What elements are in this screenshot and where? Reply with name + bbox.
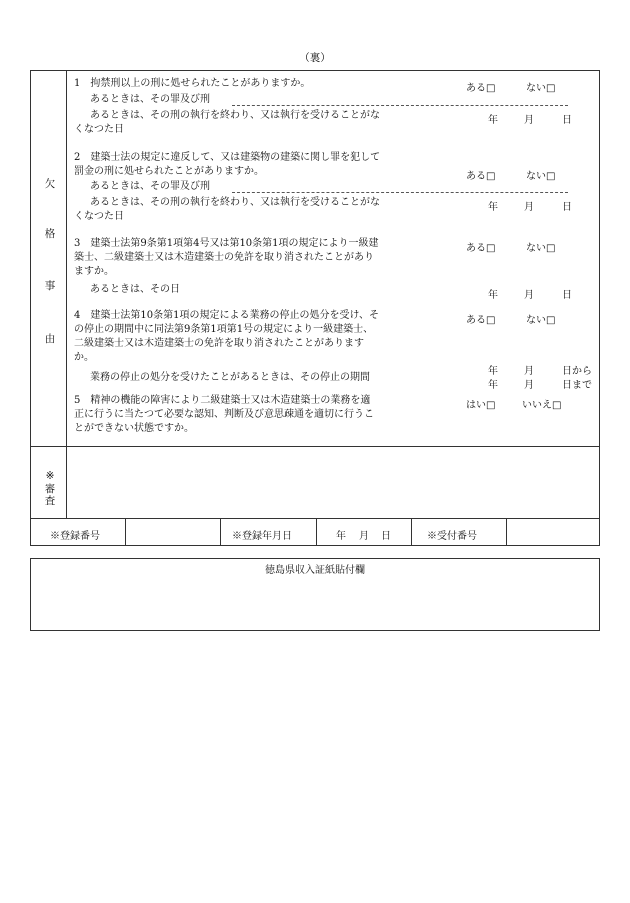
q1-date-day: 日 (562, 115, 572, 126)
q4-to-month: 月 (524, 380, 534, 391)
q3-date-month: 月 (524, 290, 534, 301)
section-label-char: 格 (44, 228, 56, 240)
registration-date-month: 月 (359, 531, 369, 542)
section-label-char: 事 (44, 280, 56, 292)
q5-no-option[interactable]: いいえ□ (522, 400, 562, 411)
question-3-line: 築士、二級建築士又は木造建築士の免許を取り消されたことがあり (74, 252, 374, 263)
registration-divider (125, 518, 126, 546)
question-3-line: ますか。 (74, 266, 114, 277)
q1-no-option[interactable]: ない□ (526, 83, 556, 94)
q4-from-year: 年 (488, 366, 498, 377)
q2-date-month: 月 (524, 202, 534, 213)
revenue-stamp-title: 徳島県収入証紙貼付欄 (265, 565, 365, 576)
q3-date-day: 日 (562, 290, 572, 301)
section-divider (66, 70, 67, 518)
registration-number-field[interactable] (127, 520, 218, 544)
q4-to-year: 年 (488, 380, 498, 391)
question-4-line: 4 建築士法第10条第1項の規定による業務の停止の処分を受け、そ (74, 310, 380, 321)
page-side-label: （裏） (299, 52, 331, 64)
q3-date-label: あるときは、その日 (90, 284, 180, 295)
review-label-char: 査 (44, 495, 56, 507)
q5-yes-option[interactable]: はい□ (466, 400, 496, 411)
registration-divider (220, 518, 221, 546)
q3-yes-option[interactable]: ある□ (466, 243, 496, 254)
q4-no-option[interactable]: ない□ (526, 315, 556, 326)
question-5-line: 5 精神の機能の障害により二級建築士又は木造建築士の業務を適 (74, 395, 371, 406)
q1-crime-blank[interactable] (232, 105, 568, 106)
review-input-area[interactable] (68, 448, 598, 516)
q3-no-option[interactable]: ない□ (526, 243, 556, 254)
registration-date-year: 年 (336, 531, 346, 542)
q4-to-day: 日まで (562, 380, 592, 391)
q2-yes-option[interactable]: ある□ (466, 171, 496, 182)
registration-divider (411, 518, 412, 546)
q4-from-day: 日から (562, 366, 592, 377)
q1-end-date-line: くなつた日 (74, 124, 124, 135)
q1-yes-option[interactable]: ある□ (466, 83, 496, 94)
q2-no-option[interactable]: ない□ (526, 171, 556, 182)
review-label-char: ※ (45, 470, 55, 482)
registration-divider (316, 518, 317, 546)
registration-number-label: ※登録番号 (50, 531, 100, 542)
q4-yes-option[interactable]: ある□ (466, 315, 496, 326)
q2-date-day: 日 (562, 202, 572, 213)
registration-divider (506, 518, 507, 546)
question-2-line: 罰金の刑に処せられたことがありますか。 (74, 166, 264, 177)
review-top-line (30, 446, 600, 447)
question-1-line: 1 拘禁刑以上の刑に処せられたことがありますか。 (74, 78, 311, 89)
q2-crime-blank[interactable] (232, 192, 568, 193)
question-4-line: 二級建築士又は木造建築士の免許を取り消されたことがあります (74, 338, 364, 349)
section-label-char: 由 (44, 333, 56, 345)
question-5-line: とができない状態ですか。 (74, 423, 194, 434)
q4-from-month: 月 (524, 366, 534, 377)
registration-top-line (30, 518, 600, 519)
question-3-line: 3 建築士法第9条第1項第4号又は第10条第1項の規定により一級建 (74, 238, 379, 249)
question-5-line: 正に行うに当たつて必要な認知、判断及び意思疎通を適切に行うこ (74, 409, 374, 420)
review-label-char: 審 (44, 483, 56, 495)
q2-end-date-line: あるときは、その刑の執行を終わり、又は執行を受けることがな (90, 197, 380, 208)
q2-date-year: 年 (488, 202, 498, 213)
section-label-char: 欠 (44, 178, 56, 190)
q2-end-date-line: くなつた日 (74, 211, 124, 222)
q1-date-year: 年 (488, 115, 498, 126)
question-4-line: の停止の期間中に同法第9条第1項第1号の規定により一級建築士、 (74, 324, 374, 335)
q1-end-date-line: あるときは、その刑の執行を終わり、又は執行を受けることがな (90, 110, 380, 121)
q1-date-month: 月 (524, 115, 534, 126)
receipt-number-label: ※受付番号 (427, 531, 477, 542)
registration-date-day: 日 (381, 531, 391, 542)
question-4-line: か。 (74, 352, 94, 363)
q2-crime-label: あるときは、その罪及び刑 (90, 181, 210, 192)
q1-crime-label: あるときは、その罪及び刑 (90, 94, 210, 105)
registration-date-label: ※登録年月日 (232, 531, 292, 542)
q4-period-label: 業務の停止の処分を受けたことがあるときは、その停止の期間 (90, 372, 370, 383)
question-2-line: 2 建築士法の規定に違反して、又は建築物の建築に関し罪を犯して (74, 152, 381, 163)
receipt-number-field[interactable] (508, 520, 598, 544)
q3-date-year: 年 (488, 290, 498, 301)
